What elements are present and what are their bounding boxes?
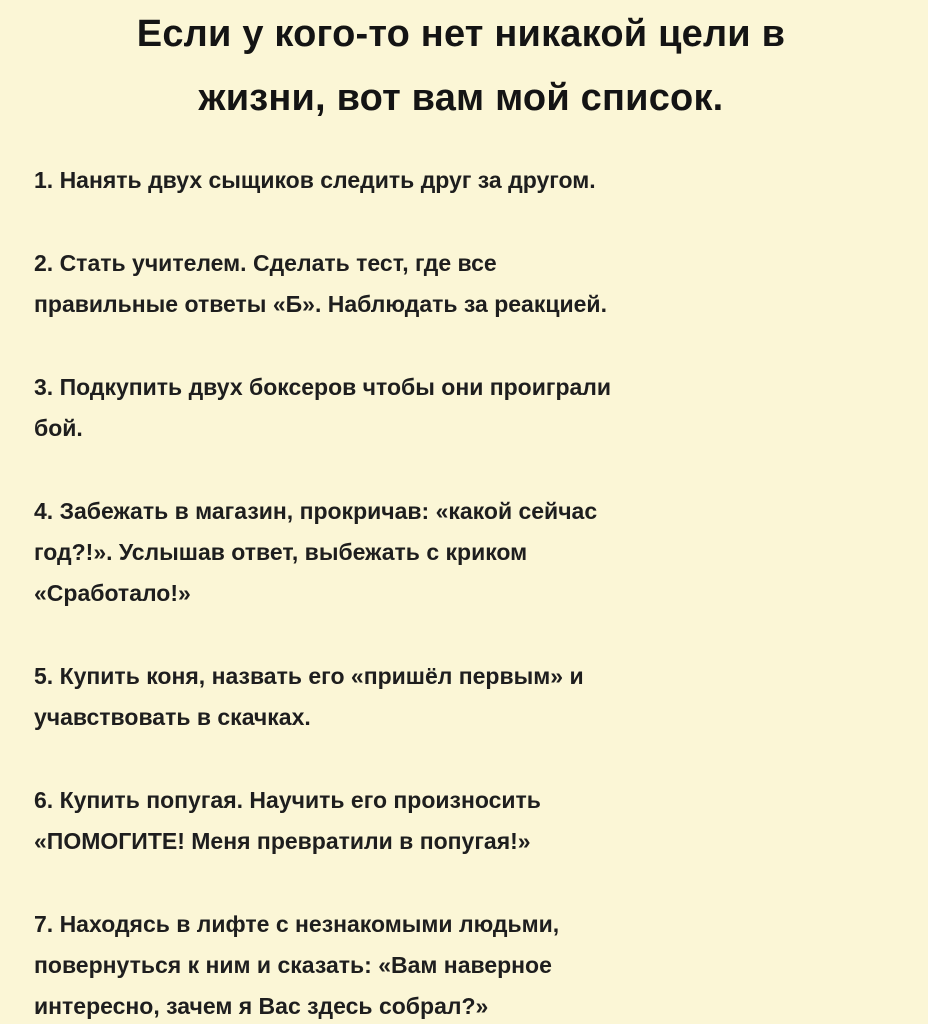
list-item [34,656,888,738]
list-item-line: 7. Находясь в лифте с незнакомыми людьми, [34,911,560,937]
list-item-line: правильные ответы «Б». Наблюдать за реакцией. [34,291,607,317]
list-item [34,160,888,201]
list-item-line: учавствовать в скачках. [34,704,311,730]
list-item-line: 5. Купить коня, назвать его «пришёл первым» и [34,663,584,689]
goal-list [34,160,888,1024]
list-item [34,243,888,325]
list-item-line: бой. [34,415,83,441]
list-item-line: 4. Забежать в магазин, прокричав: «какой сейчас [34,498,598,524]
title-line: жизни, вот вам мой список. [198,77,724,119]
list-item-line: «ПОМОГИТЕ! Меня превратили в попугая!» [34,828,531,854]
list-item-line: 3. Подкупить двух боксеров чтобы они проиграли [34,374,612,400]
list-item-line: повернуться к ним и сказать: «Вам наверное [34,952,552,978]
list-item-line: интересно, зачем я Вас здесь собрал?» [34,993,489,1019]
list-item [34,780,888,862]
list-item [34,904,888,1024]
list-item-line: 6. Купить попугая. Научить его произносить [34,787,541,813]
list-item [34,367,888,449]
list-item-line: год?!». Услышав ответ, выбежать с криком [34,539,528,565]
list-item-line: 1. Нанять двух сыщиков следить друг за другом. [34,167,596,193]
list-item-line: 2. Стать учителем. Сделать тест, где все [34,250,497,276]
list-item [34,491,888,614]
list-item-line: «Сработало!» [34,580,191,606]
page-title [34,0,888,130]
title-line: Если у кого-то нет никакой цели в [136,13,786,55]
